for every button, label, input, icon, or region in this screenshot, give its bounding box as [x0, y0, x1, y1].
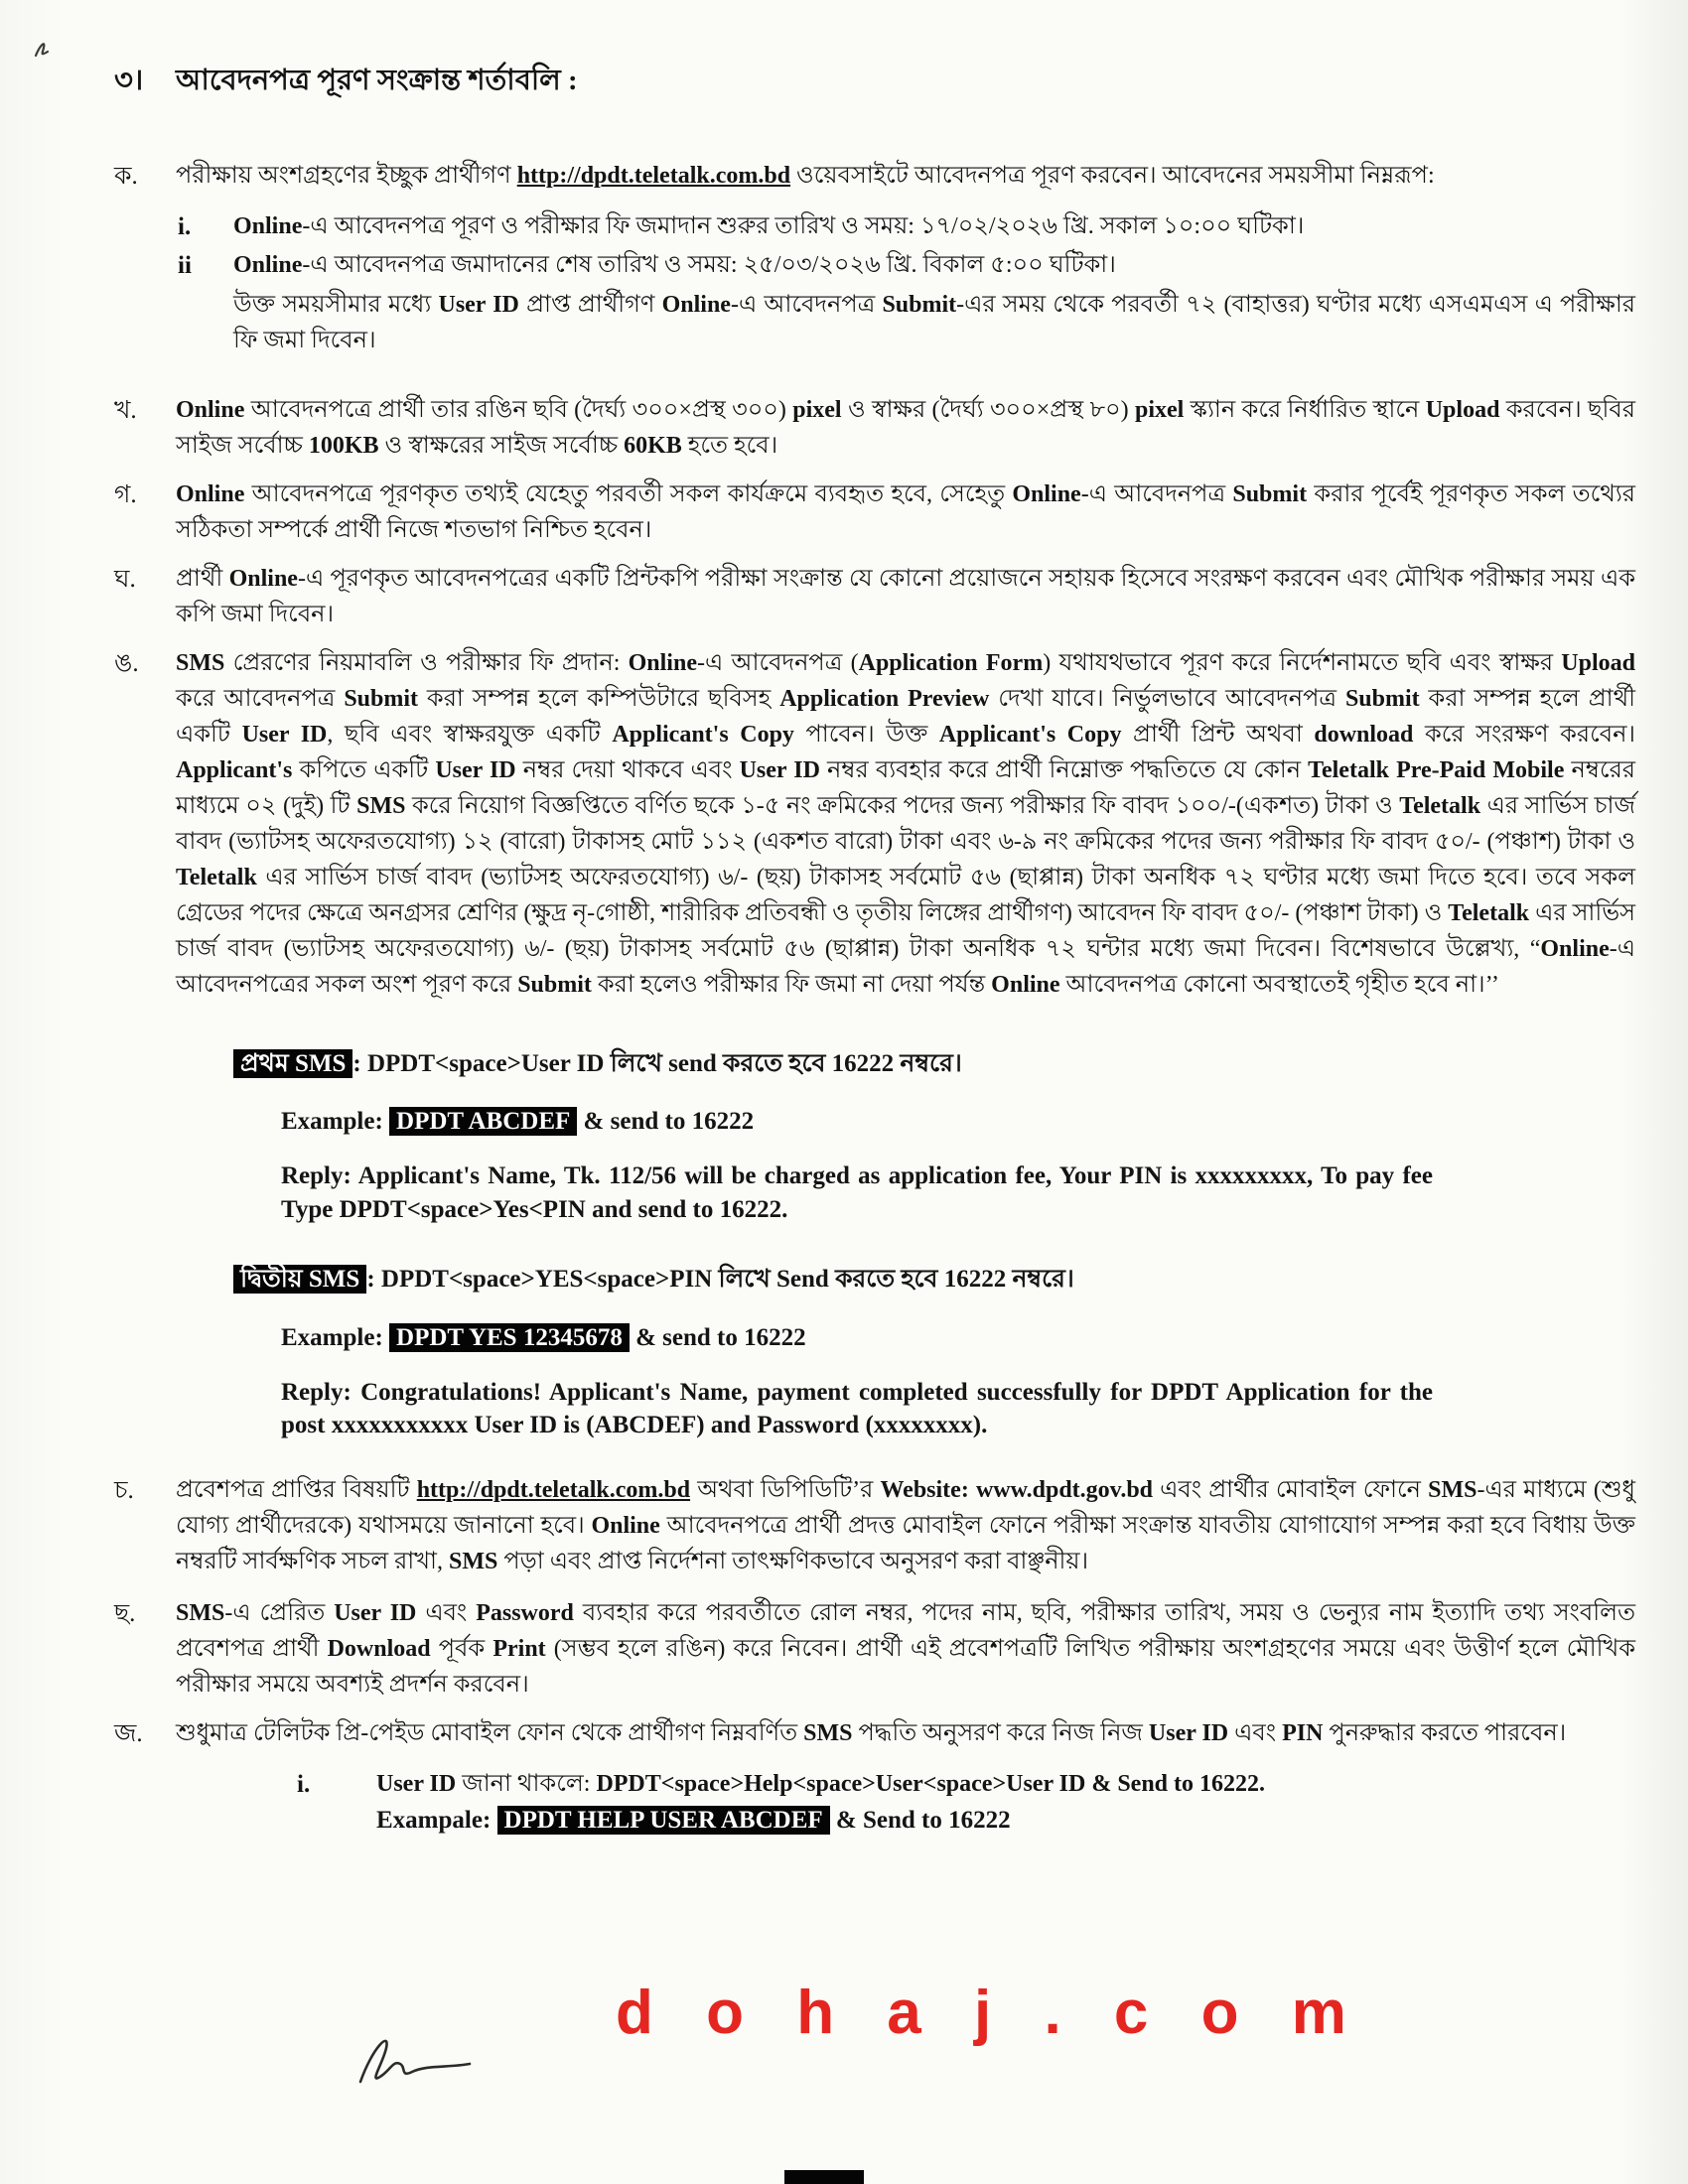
text-segment: প্রার্থী প্রিন্ট অথবা	[1121, 721, 1315, 748]
item-ja-sub-i-text	[376, 1766, 1635, 1804]
item-ka-sub-ii-text	[233, 247, 1635, 285]
item-ja	[114, 1715, 1635, 1753]
text-segment: পুনরুদ্ধার করতে পারবেন।	[1323, 1720, 1567, 1746]
item-ja-sub-i-marker: i.	[297, 1770, 311, 1798]
text-segment: Teletalk Pre-Paid Mobile	[1308, 756, 1565, 783]
text-segment: Teletalk	[176, 864, 257, 890]
text-segment: কপিতে একটি	[292, 756, 436, 783]
document-content	[114, 58, 1635, 1835]
text-segment: Online	[991, 971, 1060, 998]
item-ka-sub-i-text	[233, 208, 1635, 246]
item-ka	[114, 158, 1635, 196]
item-ka-sub-ii-marker: ii	[178, 252, 192, 279]
text-segment: (সম্ভব হলে রঙিন) করে নিবেন। প্রার্থী এই প্রবেশপত্রটি লিখিত পরীক্ষায় অংশগ্রহণের সময়ে এবং উত্তীর্ণ হলে মৌখিক পরীক্ষার সময়ে অবশ্যই প্রদর্শন করবেন।	[176, 1636, 1636, 1698]
text-segment: Online	[176, 396, 245, 423]
item-ja-text	[176, 1715, 1635, 1753]
text-segment: User ID	[739, 756, 820, 783]
sms2-example-code: DPDT YES 12345678	[389, 1323, 630, 1352]
text-segment: Upload	[1561, 649, 1635, 676]
item-ungo-marker: ঙ.	[114, 649, 139, 677]
help-sms-example-code: DPDT HELP USER ABCDEF	[497, 1806, 830, 1835]
item-ja-sub-i	[297, 1766, 1635, 1804]
text-segment: আবেদনপত্রে প্রার্থী তার রঙিন ছবি (দৈর্ঘ্য ৩০০×প্রস্থ ৩০০)	[244, 396, 793, 423]
text-segment: প্রার্থী	[176, 565, 229, 592]
text-segment: SMS	[448, 1549, 498, 1574]
text-segment: জানা থাকলে:	[456, 1770, 597, 1797]
first-sms-instruction	[233, 1046, 1635, 1082]
item-ka-sub-i-marker: i.	[178, 212, 192, 240]
second-sms-reply	[281, 1376, 1433, 1443]
section-number: ৩।	[114, 65, 144, 96]
text-segment: Online	[228, 565, 298, 592]
item-ka-sub-i	[178, 208, 1635, 246]
text-segment: Online	[1540, 935, 1610, 962]
text-segment: প্রেরণের নিয়মাবলি ও পরীক্ষার ফি প্রদান:	[224, 649, 629, 676]
text-segment: Submit	[882, 291, 957, 318]
text-segment: Upload	[1425, 396, 1500, 423]
signature-mark	[343, 2020, 482, 2110]
text-segment: পদ্ধতি অনুসরণ করে নিজ নিজ	[852, 1720, 1149, 1746]
text-segment: আবেদনপত্রে পূরণকৃত তথ্যই যেহেতু পরবর্তী সকল কার্যক্রমে ব্যবহৃত হবে, সেহেতু	[244, 480, 1013, 507]
text-segment: : DPDT<space>User ID লিখে send করতে হবে 16222 নম্বরে।	[352, 1049, 962, 1077]
sms1-example-code: DPDT ABCDEF	[389, 1107, 577, 1136]
text-segment: SMS	[803, 1720, 853, 1746]
text-segment: Submit	[1344, 685, 1420, 712]
second-sms-instruction	[233, 1262, 1635, 1297]
text-segment: হতে হবে।	[681, 432, 778, 459]
text-segment: এর সার্ভিস চার্জ বাবদ (ভ্যাটসহ অফেরতযোগ্য) ৬/- (ছয়) টাকাসহ সর্বমোট ৫৬ (ছাপ্পান্ন) টাকা অনধিক ৭২ ঘন্টার মধ্যে জমা দিবেন। বিশেষভাবে উল্লেখ্য, “	[176, 899, 1635, 962]
text-segment: pixel	[1134, 396, 1185, 423]
item-chha-text	[176, 1595, 1635, 1703]
text-segment: Application Form	[858, 649, 1044, 676]
text-segment: পূর্বক	[430, 1636, 493, 1662]
text-segment: User ID	[435, 756, 516, 783]
pen-speck-mark	[28, 30, 68, 66]
text-segment: করে আবেদনপত্র	[176, 685, 345, 712]
help-sms-example	[376, 1807, 1635, 1835]
text-segment: নম্বর দেয়া থাকবে এবং	[515, 756, 740, 783]
text-segment: Submit	[344, 685, 419, 712]
text-segment: -এ আবেদনপত্র জমাদানের শেষ তারিখ ও সময়: ২৫/০৩/২০২৬ খ্রি. বিকাল ৫:০০ ঘটিকা।	[302, 252, 1116, 278]
text-segment: উক্ত সময়সীমার মধ্যে	[233, 291, 439, 318]
item-chha-marker: ছ.	[114, 1600, 136, 1627]
text-segment: এর সার্ভিস চার্জ বাবদ (ভ্যাটসহ অফেরতযোগ্য) ১২ (বারো) টাকাসহ মোট ১১২ (একশত বারো) টাকা এবং ৬-৯ নং ক্রমিকের পদের জন্য পরীক্ষার ফি বাবদ ৫০/- (পঞ্চাশ) টাকা ও	[176, 792, 1635, 855]
text-segment: Submit	[517, 971, 592, 998]
text-segment: Online	[233, 252, 303, 278]
item-kha	[114, 392, 1635, 464]
text-segment: Online	[628, 649, 697, 676]
scan-artifact-bar	[784, 2170, 864, 2184]
text-segment: প্রাপ্ত প্রার্থীগণ	[518, 291, 662, 318]
item-ka-sub-note	[233, 287, 1635, 358]
text-segment: User ID	[1148, 1720, 1229, 1746]
text-segment: স্ক্যান করে নির্ধারিত স্থানে	[1184, 396, 1426, 423]
text-segment: Example:	[281, 1107, 390, 1135]
text-segment: Exampale:	[376, 1807, 497, 1834]
section-title: আবেদনপত্র পূরণ সংক্রান্ত শর্তাবলি :	[176, 65, 578, 96]
text-segment: পরীক্ষায় অংশগ্রহণের ইচ্ছুক প্রার্থীগণ	[176, 163, 517, 189]
text-segment: Download	[327, 1636, 431, 1662]
text-segment: ও স্বাক্ষর (দৈর্ঘ্য ৩০০×প্রস্থ ৮০)	[841, 396, 1135, 423]
text-segment: & send to 16222	[577, 1107, 755, 1135]
text-segment: -এ আবেদনপত্র	[730, 291, 883, 318]
text-segment: User ID	[376, 1770, 457, 1797]
item-ka-text	[176, 158, 1635, 196]
text-segment: : DPDT<space>YES<space>PIN লিখে Send করতে হবে 16222 নম্বরে।	[366, 1266, 1074, 1294]
text-segment: করে সংরক্ষণ করবেন।	[1413, 721, 1636, 748]
item-ka-sub-note-text	[233, 287, 1635, 358]
second-sms-label: দ্বিতীয় SMS	[233, 1265, 366, 1294]
text-segment: পাবেন। উক্ত	[793, 721, 939, 748]
text-segment: করবেন। ছবির সাইজ সর্বোচ্চ	[176, 396, 1635, 459]
text-segment: অথবা ডিপিডিটি’র	[690, 1477, 881, 1503]
first-sms-label: প্রথম SMS	[233, 1049, 352, 1078]
text-segment: Online	[591, 1513, 660, 1539]
text-segment: -এ পূরণকৃত আবেদনপত্রের একটি প্রিন্টকপি পরীক্ষা সংক্রান্ত যে কোনো প্রয়োজনে সহায়ক হিসেবে সংরক্ষণ করবেন এবং মৌখিক পরীক্ষার সময় এক কপি জমা দিবেন।	[176, 565, 1635, 627]
text-segment: করা সম্পন্ন হলে কম্পিউটারে ছবিসহ	[418, 685, 780, 712]
text-segment: -এর মাধ্যমে (শুধু যোগ্য প্রার্থীদেরকে) যথাসময়ে জানানো হবে।	[176, 1477, 1635, 1539]
text-segment: এর সার্ভিস চার্জ বাবদ (ভ্যাটসহ অফেরতযোগ্য) ৬/- (ছয়) টাকাসহ সর্বমোট ৫৬ (ছাপ্পান্ন) টাকা অনধিক ৭২ ঘণ্টার মধ্যে জমা দিতে হবে। তবে সকল গ্রেডের পদের ক্ষেত্রে অনগ্রসর শ্রেণির (ক্ষুদ্র নৃ-গোষ্ঠী, শারীরিক প্রতিবন্ধী ও তৃতীয় লিঙ্গের প্রার্থীগণ) আবেদন ফি বাবদ ৫০/- (পঞ্চাশ টাকা) ও	[176, 864, 1635, 926]
text-segment: -এ আবেদনপত্র পূরণ ও পরীক্ষার ফি জমাদান শুরুর তারিখ ও সময়: ১৭/০২/২০২৬ খ্রি. সকাল ১০:০০ ঘটিকা।	[302, 212, 1305, 239]
text-segment: করার পূর্বেই পূরণকৃত সকল তথ্যের সঠিকতা সম্পর্কে প্রার্থী নিজে শতভাগ নিশ্চিত হবেন।	[176, 480, 1636, 543]
text-segment: Applicant's Copy	[938, 721, 1122, 748]
text-segment: Online	[661, 291, 731, 318]
text-segment: User ID	[438, 291, 519, 318]
dohaj-watermark: d o h a j . c o m	[616, 1979, 1364, 2047]
text-segment: এবং	[416, 1600, 477, 1626]
first-sms-example	[281, 1108, 1635, 1136]
text-segment: User ID	[241, 721, 328, 748]
second-sms-example	[281, 1324, 1635, 1352]
text-segment: & Send to 16222	[829, 1807, 1011, 1834]
text-segment: Reply: Applicant's Name, Tk. 112/56 will be charged as application fee, Your PIN is xxxxxxxxx, To pay fee Type DPDT<space>Yes<PIN and send to 16222.	[281, 1161, 1433, 1223]
item-cha-marker: চ.	[114, 1477, 134, 1504]
text-segment: User ID	[334, 1600, 417, 1626]
text-segment: Reply: Congratulations! Applicant's Name, payment completed successfully for DPDT Application for the post xxxxxxxxxxx User ID is (ABCDEF) and Password (xxxxxxxx).	[281, 1378, 1433, 1439]
item-ga	[114, 477, 1635, 548]
text-segment: ) যথাযথভাবে পূরণ করে নির্দেশনামতে ছবি এবং স্বাক্ষর	[1043, 649, 1562, 676]
section-heading	[114, 58, 1635, 106]
text-segment: download	[1314, 721, 1414, 748]
text-segment: ও স্বাক্ষরের সাইজ সর্বোচ্চ	[378, 432, 625, 459]
text-segment: Applicant's Copy	[612, 721, 794, 748]
text-segment: আবেদনপত্র কোনো অবস্থাতেই গৃহীত হবে না।’’	[1059, 971, 1499, 998]
text-segment: PIN	[1282, 1720, 1324, 1746]
text-segment: ব্যবহার করে পরবর্তীতে রোল নম্বর, পদের নাম, ছবি, পরীক্ষার তারিখ, সময় ও ভেন্যুর নাম ইত্যাদি তথ্য সংবলিত প্রবেশপত্র প্রার্থী	[176, 1600, 1635, 1662]
dpdt-website-url: www.dpdt.gov.bd	[975, 1477, 1154, 1503]
text-segment: SMS	[1428, 1477, 1477, 1503]
text-segment: -এ প্রেরিত	[224, 1600, 335, 1626]
text-segment: Online	[1012, 480, 1081, 507]
item-ka-sub-ii	[178, 247, 1635, 285]
text-segment: DPDT<space>Help<space>User<space>User ID & Send to 16222.	[596, 1770, 1266, 1797]
text-segment: ওয়েবসাইটে আবেদনপত্র পূরণ করবেন। আবেদনের সময়সীমা নিম্নরূপ:	[790, 163, 1435, 189]
item-gha-marker: ঘ.	[114, 565, 136, 593]
text-segment: & send to 16222	[629, 1323, 806, 1351]
item-chha	[114, 1595, 1635, 1703]
text-segment: Online	[176, 480, 245, 507]
text-segment: -এর সময় থেকে পরবর্তী ৭২ (বাহাত্তর) ঘণ্টার মধ্যে এসএমএস এ পরীক্ষার ফি জমা দিবেন।	[233, 291, 1635, 353]
text-segment: pixel	[792, 396, 842, 423]
text-segment: Submit	[1232, 480, 1308, 507]
first-sms-reply	[281, 1160, 1433, 1227]
text-segment: শুধুমাত্র টেলিটক প্রি-পেইড মোবাইল ফোন থেকে প্রার্থীগণ নিম্নবর্ণিত	[176, 1720, 804, 1746]
text-segment: পড়া এবং প্রাপ্ত নির্দেশনা তাৎক্ষণিকভাবে অনুসরণ করা বাঞ্ছনীয়।	[497, 1549, 1089, 1574]
text-segment: -এ আবেদনপত্রের সকল অংশ পূরণ করে	[176, 935, 1635, 998]
text-segment: Application Preview	[779, 685, 990, 712]
text-segment: Applicant's	[176, 756, 293, 783]
text-segment: Password	[476, 1600, 574, 1626]
text-segment: Print	[492, 1636, 546, 1662]
text-segment: 60KB	[624, 432, 682, 459]
text-segment: Teletalk	[1399, 792, 1481, 819]
text-segment: Online	[233, 212, 303, 239]
text-segment: করে নিয়োগ বিজ্ঞপ্তিতে বর্ণিত ছকে ১-৫ নং ক্রমিকের পদের জন্য পরীক্ষার ফি বাবদ ১০০/-(একশত) টাকা ও	[405, 792, 1400, 819]
teletalk-url[interactable]: http://dpdt.teletalk.com.bd	[416, 1477, 691, 1503]
text-segment: এবং প্রার্থীর মোবাইল ফোনে	[1153, 1477, 1429, 1503]
item-ungo-text	[176, 645, 1635, 1003]
text-segment: SMS	[176, 1600, 225, 1626]
text-segment: নম্বরের মাধ্যমে ০২ (দুই) টি	[176, 756, 1636, 819]
text-segment: , ছবি এবং স্বাক্ষরযুক্ত একটি	[327, 721, 613, 748]
item-cha-text	[176, 1472, 1635, 1579]
item-kha-marker: খ.	[114, 396, 137, 424]
item-kha-text	[176, 392, 1635, 464]
text-segment: SMS	[176, 649, 225, 676]
text-segment: নম্বর ব্যবহার করে প্রার্থী নিম্নোক্ত পদ্ধতিতে যে কোন	[819, 756, 1309, 783]
item-ka-marker: ক.	[114, 163, 138, 190]
item-cha	[114, 1472, 1635, 1579]
application-url[interactable]: http://dpdt.teletalk.com.bd	[516, 163, 791, 189]
text-segment: SMS	[356, 792, 406, 819]
text-segment: Website:	[880, 1477, 976, 1503]
text-segment: করা হলেও পরীক্ষার ফি জমা না দেয়া পর্যন্ত	[591, 971, 992, 998]
item-ungo	[114, 645, 1635, 1003]
text-segment: প্রবেশপত্র প্রাপ্তির বিষয়টি	[176, 1477, 417, 1503]
text-segment: -এ আবেদনপত্র	[1080, 480, 1233, 507]
text-segment: এবং	[1228, 1720, 1283, 1746]
text-segment: Example:	[281, 1323, 390, 1351]
item-ja-marker: জ.	[114, 1720, 143, 1747]
text-segment: -এ আবেদনপত্র (	[696, 649, 859, 676]
text-segment: দেখা যাবে। নির্ভুলভাবে আবেদনপত্র	[989, 685, 1345, 712]
item-ga-text	[176, 477, 1635, 548]
text-segment: 100KB	[308, 432, 379, 459]
text-segment: Teletalk	[1448, 899, 1530, 926]
text-segment: আবেদনপত্রে প্রার্থী প্রদত্ত মোবাইল ফোনে পরীক্ষা সংক্রান্ত যাবতীয় যোগাযোগ সম্পন্ন করা হবে বিধায় উক্ত নম্বরটি সার্বক্ষণিক সচল রাখা,	[176, 1513, 1635, 1574]
item-gha	[114, 561, 1635, 632]
text-segment: করা সম্পন্ন হলে প্রার্থী একটি	[176, 685, 1635, 748]
item-ga-marker: গ.	[114, 480, 137, 508]
item-gha-text	[176, 561, 1635, 632]
